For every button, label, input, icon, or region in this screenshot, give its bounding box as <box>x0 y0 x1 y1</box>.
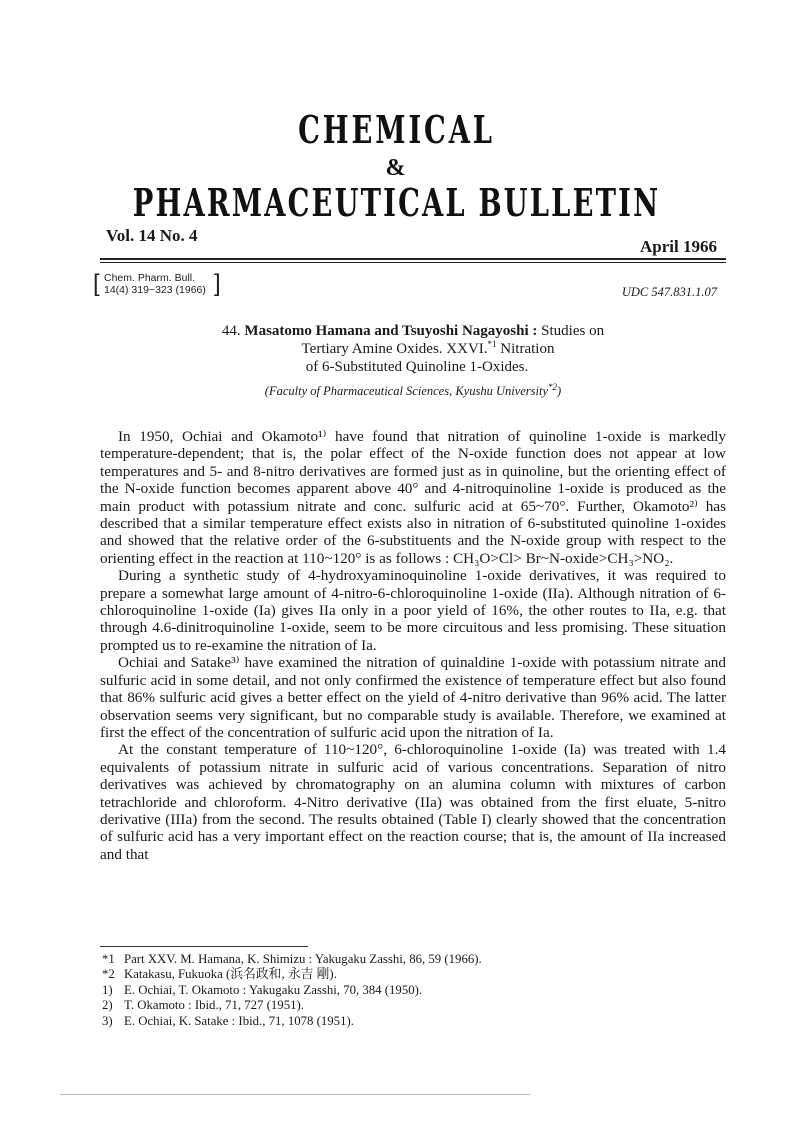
citation-journal: Chem. Pharm. Bull. <box>104 272 196 284</box>
footnote <box>102 952 722 967</box>
article-title-part3: Nitration <box>500 341 555 357</box>
footnote-mark: 3) <box>102 1013 113 1028</box>
citation-bracket-left: [ <box>93 270 100 297</box>
header-rule-thick <box>100 258 726 260</box>
footnote <box>102 1014 722 1029</box>
footnote-ref: *1 <box>487 339 497 349</box>
article-title-part2: Tertiary Amine Oxides. XXVI. <box>301 341 488 357</box>
footnotes <box>102 952 722 1029</box>
footnote-mark: *1 <box>102 952 115 966</box>
citation-block <box>93 270 221 297</box>
affiliation-close: ) <box>557 384 562 398</box>
journal-title-line1: CHEMICAL <box>298 107 495 152</box>
affiliation <box>100 381 726 399</box>
footnote-mark: 1) <box>102 982 113 997</box>
footnote-mark: *2 <box>102 967 115 982</box>
footnote <box>102 998 722 1013</box>
scan-edge-line <box>60 1094 530 1095</box>
body-paragraph: Ochiai and Satake³⁾ have examined the nitration of quinaldine 1-oxide with potassium nitrate and sulfuric acid in some detail, and not only confirmed the existence of temperature effect but also found that 86% sulfuric acid gives a better effect on the yield of 4-nitro derivative than 96% acid. The latter observation seems very significant, but no comparable study is available. Therefore, we examined at first the effect of the concentration of sulfuric acid upon the nitration of Ia. <box>100 654 726 741</box>
footnote-text: E. Ochiai, K. Satake : Ibid., 71, 1078 (1951). <box>124 1013 354 1028</box>
footnote-mark: 2) <box>102 998 113 1013</box>
volume-number: Vol. 14 No. 4 <box>106 226 198 245</box>
article-body <box>100 428 726 863</box>
article-heading <box>100 322 726 376</box>
footnote-text: T. Okamoto : Ibid., 71, 727 (1951). <box>124 998 304 1013</box>
footnote <box>102 967 722 982</box>
body-paragraph: In 1950, Ochiai and Okamoto¹⁾ have found that nitration of quinoline 1-oxide is markedly temperature-dependent; that is, the polar effect of the N-oxide function does not appear at low temperatures and 5- and 8-nitro derivatives are formed just as in quinoline, but the orienting effect of the N-oxide function becomes apparent above 40° and 4-nitroquinoline 1-oxide is produced as the main product with potassium nitrate and conc. sulfuric acid at 65~70°. Further, Okamoto²⁾ has described that a similar temperature effect exists also in nitration of 6-substituted quinoline 1-oxides and showed that the relative order of the 6-substituents and the N-oxide group with respect to the orienting effect in the reaction at 110~120° is as follows : CH₃O>Cl> Br~N-oxide>CH₃>NO₂. <box>100 428 726 567</box>
journal-title-line2: PHARMACEUTICAL BULLETIN <box>132 180 661 225</box>
affiliation-text: (Faculty of Pharmaceutical Sciences, Kyushu University <box>264 384 549 398</box>
citation-bracket-right: ] <box>214 270 221 297</box>
header-rule-thin <box>100 262 726 263</box>
body-paragraph: During a synthetic study of 4-hydroxyaminoquinoline 1-oxide derivatives, it was required to prepare a somewhat large amount of 4-nitro-6-chloroquinoline 1-oxide (IIa). Although nitration of 6-chloroquinoline 1-oxide (Ia) gives IIa only in a poor yield of 16%, the other routes to IIa, e.g. that through 4.6-dinitroquinoline 1-oxide, seem to be more circuitous and less promising. These situation prompted us to re-examine the nitration of Ia. <box>100 567 726 654</box>
footnote <box>102 983 722 998</box>
journal-title-ampersand: & <box>385 155 408 181</box>
article-title-part4: of 6-Substituted Quinoline 1-Oxides. <box>305 359 529 375</box>
footnote-rule <box>100 946 308 947</box>
udc-code: UDC 547.831.1.07 <box>621 285 717 299</box>
footnote-ref: *2 <box>548 381 558 392</box>
body-paragraph: At the constant temperature of 110~120°, 6-chloroquinoline 1-oxide (Ia) was treated with 1.4 equivalents of potassium nitrate in sulfuric acid of various concentrations. Separation of nitro derivatives was achieved by chromatography on an alumina column with mixtures of carbon tetrachloride and chloroform. 4-Nitro derivative (IIa) was obtained from the first eluate, 5-nitro derivative (IIIa) from the second. The results obtained (Table I) clearly showed that the concentration of sulfuric acid has a very important effect on the reaction course; that is, the amount of IIa increased and that <box>100 741 726 863</box>
article-number: 44. <box>221 323 241 339</box>
issue-date: April 1966 <box>640 237 717 256</box>
footnote-text: E. Ochiai, T. Okamoto : Yakugaku Zasshi, 70, 384 (1950). <box>124 982 423 997</box>
article-authors: Masatomo Hamana and Tsuyoshi Nagayoshi : <box>244 323 538 339</box>
footnote-text: Katakasu, Fukuoka (浜名政和, 永吉 剛). <box>124 967 337 982</box>
citation-pages: 14(4) 319~323 (1966) <box>104 284 206 296</box>
article-title-part1: Studies on <box>541 323 605 339</box>
footnote-text: Part XXV. M. Hamana, K. Shimizu : Yakugaku Zasshi, 86, 59 (1966). <box>124 952 482 966</box>
